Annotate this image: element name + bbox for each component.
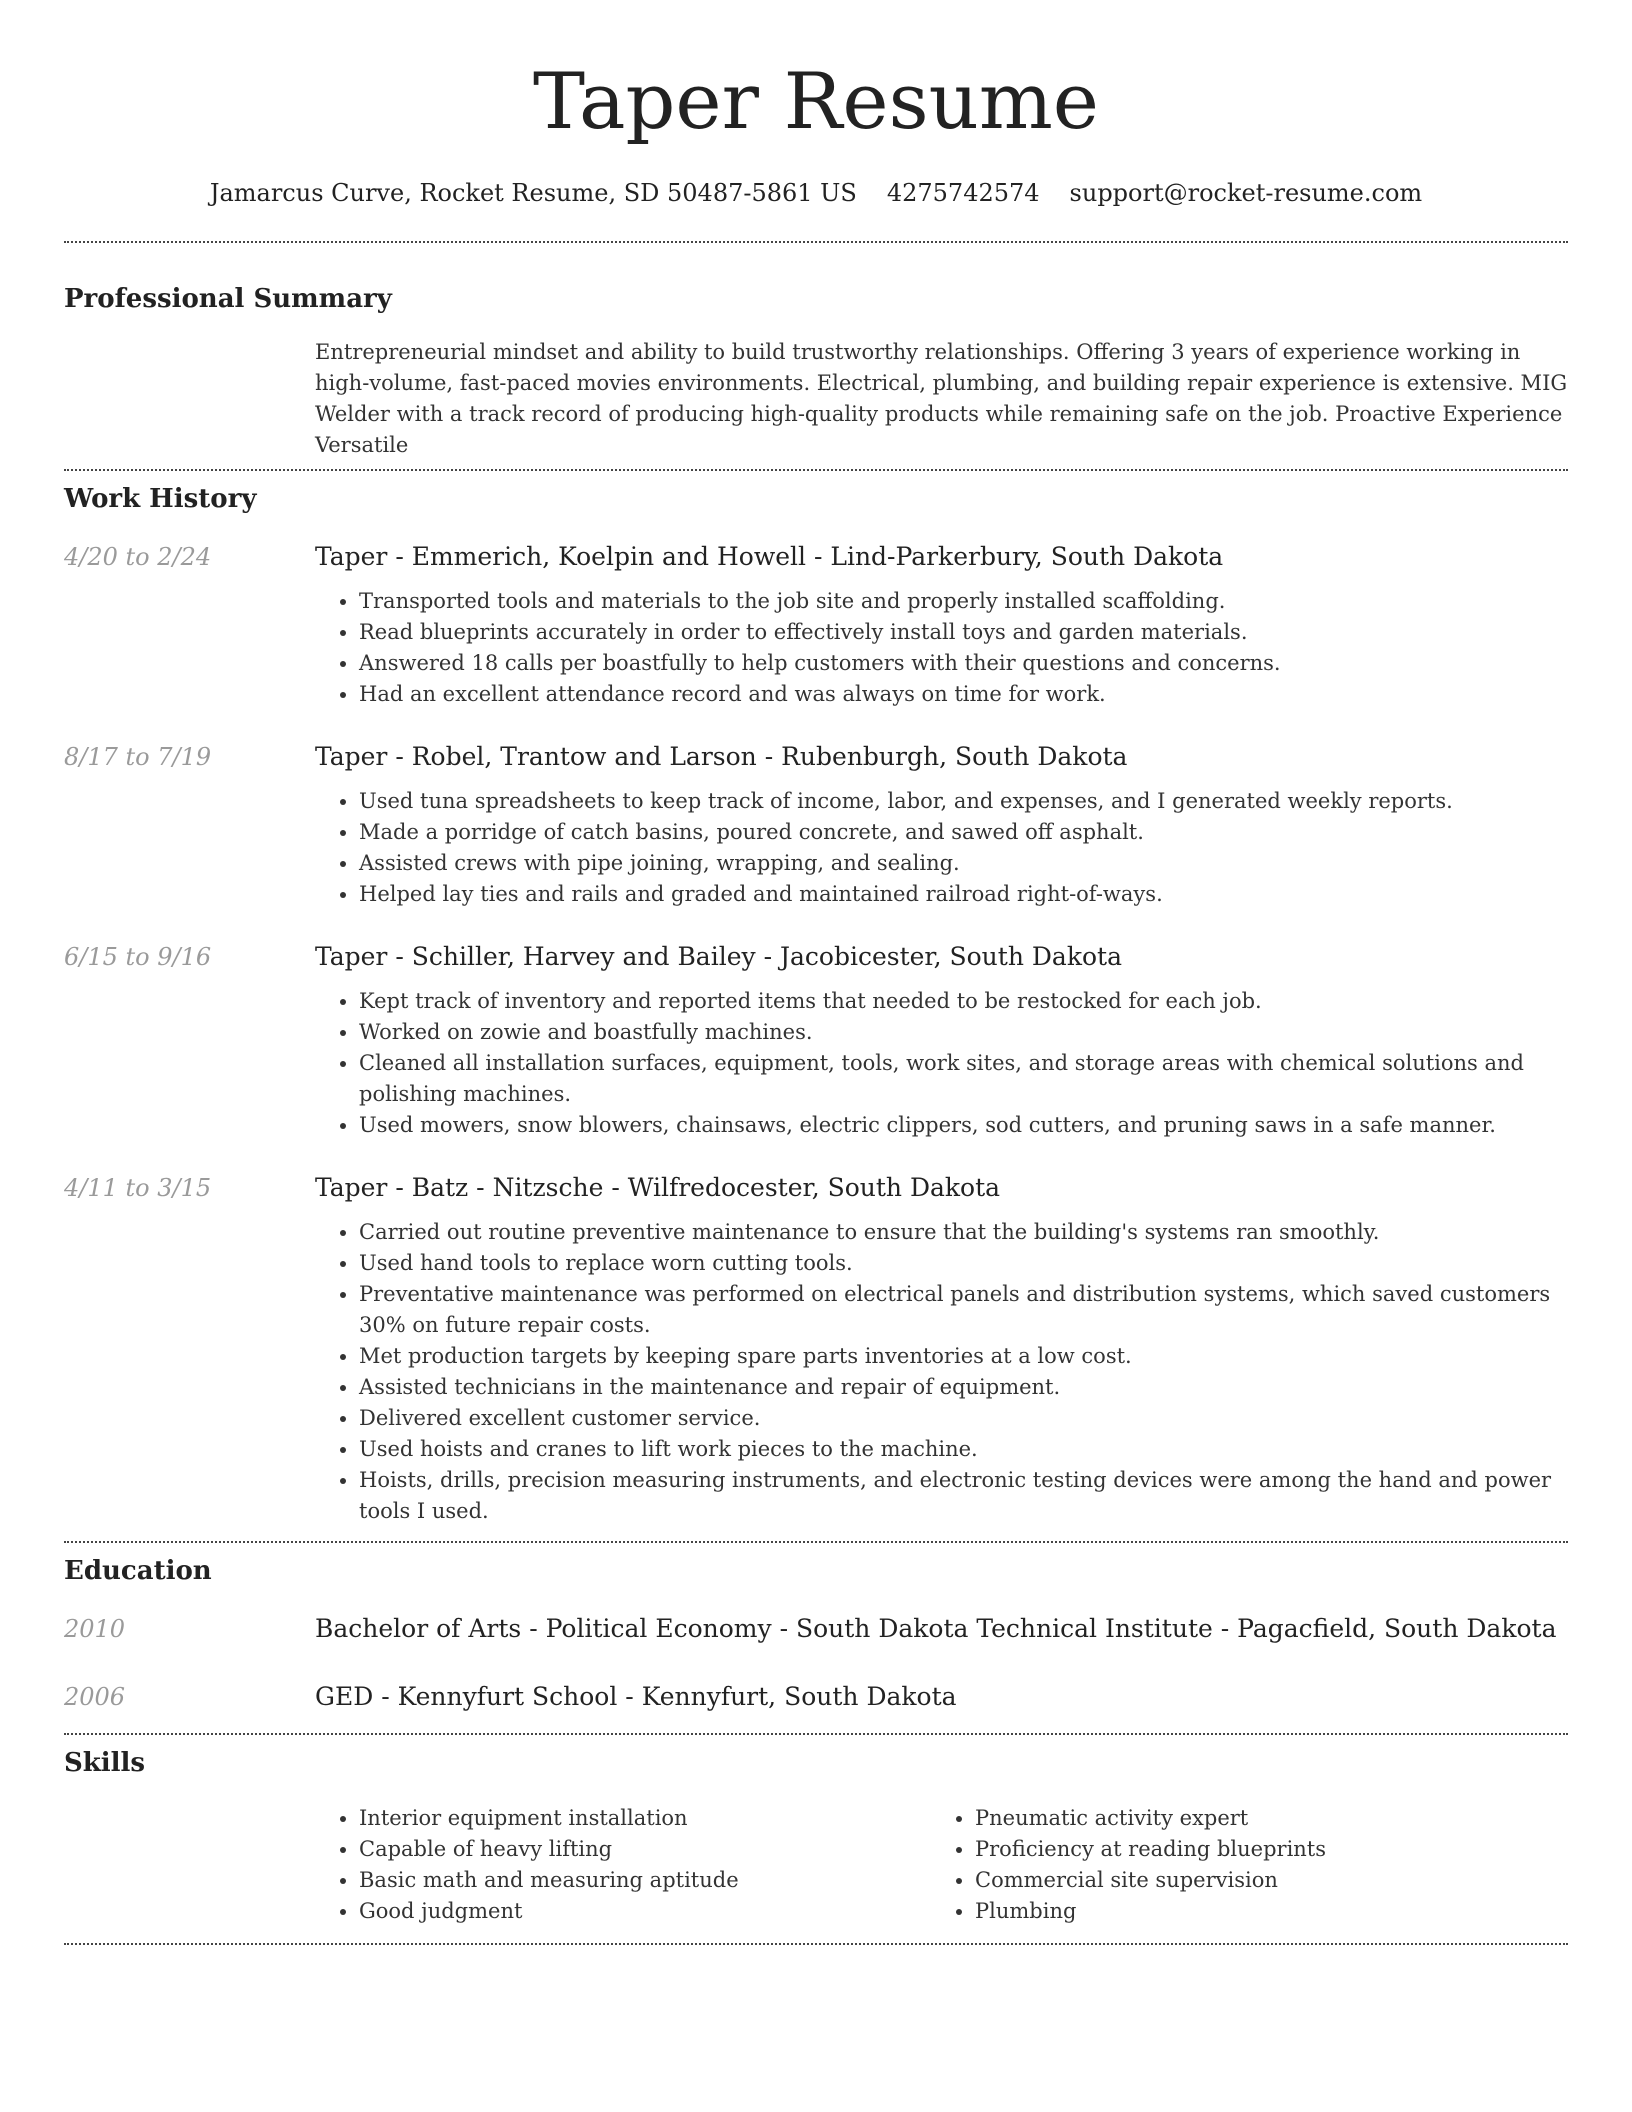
education-body xyxy=(315,1680,1568,1714)
skills-column-right xyxy=(931,1803,1547,1927)
skills-columns xyxy=(315,1803,1568,1927)
job-heading: Taper - Batz - Nitzsche - Wilfredocester, South Dakota xyxy=(315,1173,1001,1202)
job-dates: 6/15 to 9/16 xyxy=(64,943,212,971)
work-history-section-title: Work History xyxy=(64,484,257,514)
divider xyxy=(64,469,1568,471)
divider xyxy=(64,1541,1568,1543)
resume-title: Taper Resume xyxy=(533,57,1099,147)
list-item: • Used hand tools to replace worn cutting tools. xyxy=(359,1248,1568,1279)
job-entry xyxy=(64,940,1568,1141)
job-body xyxy=(315,940,1568,1141)
education-entry xyxy=(64,1612,1568,1646)
skills-column-left xyxy=(315,1803,931,1927)
list-item: • Delivered excellent customer service. xyxy=(359,1403,1568,1434)
divider xyxy=(64,1733,1568,1735)
list-item: • Good judgment xyxy=(359,1896,931,1927)
job-duties-list xyxy=(315,986,1568,1141)
work-history-section xyxy=(64,482,1568,1527)
education-section-title: Education xyxy=(64,1556,212,1586)
list-item: • Interior equipment installation xyxy=(359,1803,931,1834)
list-item: • Preventative maintenance was performed on electrical panels and distribution systems, which saved customers 30% on future repair costs. xyxy=(359,1279,1568,1341)
list-item: • Hoists, drills, precision measuring instruments, and electronic testing devices were among the hand and power tools I used. xyxy=(359,1465,1568,1527)
summary-section-title: Professional Summary xyxy=(64,284,392,314)
list-item: • Met production targets by keeping spare parts inventories at a low cost. xyxy=(359,1341,1568,1372)
job-dates: 8/17 to 7/19 xyxy=(64,743,212,771)
education-year: 2006 xyxy=(64,1683,126,1711)
job-duties-list xyxy=(315,1217,1568,1527)
divider xyxy=(64,1943,1568,1945)
job-duties-list xyxy=(315,786,1568,910)
summary-text: Entrepreneurial mindset and ability to build trustworthy relationships. Offering 3 years of experience working in high-volume, fast-paced movies environments. Electrical, plumbing, and building repair experience is extensive. MIG Welder with a track record of producing high-quality products while remaining safe on the job. Proactive Experience Versatile xyxy=(315,340,1568,457)
contact-line xyxy=(64,178,1568,208)
list-item: • Used hoists and cranes to lift work pieces to the machine. xyxy=(359,1434,1568,1465)
skills-section-title: Skills xyxy=(64,1748,146,1778)
job-entry xyxy=(64,1171,1568,1527)
job-body xyxy=(315,540,1568,710)
education-heading: GED - Kennyfurt School - Kennyfurt, South Dakota xyxy=(315,1682,957,1711)
list-item: • Used tuna spreadsheets to keep track of income, labor, and expenses, and I generated weekly reports. xyxy=(359,786,1568,817)
list-item: • Transported tools and materials to the job site and properly installed scaffolding. xyxy=(359,586,1568,617)
list-item: • Answered 18 calls per boastfully to help customers with their questions and concerns. xyxy=(359,648,1568,679)
list-item: • Helped lay ties and rails and graded and maintained railroad right-of-ways. xyxy=(359,879,1568,910)
job-duties-list xyxy=(315,586,1568,710)
list-item: • Worked on zowie and boastfully machines. xyxy=(359,1017,1568,1048)
summary-section xyxy=(64,282,1568,461)
job-dates: 4/11 to 3/15 xyxy=(64,1174,212,1202)
job-heading: Taper - Robel, Trantow and Larson - Rubenburgh, South Dakota xyxy=(315,742,1128,771)
divider xyxy=(64,241,1568,243)
skills-section xyxy=(64,1746,1568,1927)
list-item: • Made a porridge of catch basins, poured concrete, and sawed off asphalt. xyxy=(359,817,1568,848)
list-item: • Pneumatic activity expert xyxy=(975,1803,1547,1834)
contact-address: Jamarcus Curve, Rocket Resume, SD 50487-5861 US xyxy=(209,179,857,207)
list-item: • Commercial site supervision xyxy=(975,1865,1547,1896)
list-item: • Kept track of inventory and reported items that needed to be restocked for each job. xyxy=(359,986,1568,1017)
contact-phone: 4275742574 xyxy=(886,179,1040,207)
education-entry xyxy=(64,1680,1568,1714)
job-entry xyxy=(64,740,1568,910)
list-item: • Cleaned all installation surfaces, equipment, tools, work sites, and storage areas with chemical solutions and polishing machines. xyxy=(359,1048,1568,1110)
list-item: • Read blueprints accurately in order to effectively install toys and garden materials. xyxy=(359,617,1568,648)
list-item: • Assisted crews with pipe joining, wrapping, and sealing. xyxy=(359,848,1568,879)
list-item: • Carried out routine preventive maintenance to ensure that the building's systems ran smoothly. xyxy=(359,1217,1568,1248)
job-entry xyxy=(64,540,1568,710)
education-body xyxy=(315,1612,1568,1646)
contact-email: support@rocket-resume.com xyxy=(1069,179,1423,207)
education-year: 2010 xyxy=(64,1615,126,1643)
job-heading: Taper - Emmerich, Koelpin and Howell - Lind-Parkerbury, South Dakota xyxy=(315,542,1224,571)
education-section xyxy=(64,1554,1568,1714)
education-heading: Bachelor of Arts - Political Economy - South Dakota Technical Institute - Pagacfield, South Dakota xyxy=(315,1614,1557,1643)
list-item: • Proficiency at reading blueprints xyxy=(975,1834,1547,1865)
job-body xyxy=(315,740,1568,910)
list-item: • Assisted technicians in the maintenance and repair of equipment. xyxy=(359,1372,1568,1403)
list-item: • Basic math and measuring aptitude xyxy=(359,1865,931,1896)
list-item: • Plumbing xyxy=(975,1896,1547,1927)
list-item: • Capable of heavy lifting xyxy=(359,1834,931,1865)
list-item: • Used mowers, snow blowers, chainsaws, electric clippers, sod cutters, and pruning saws in a safe manner. xyxy=(359,1110,1568,1141)
job-dates: 4/20 to 2/24 xyxy=(64,543,212,571)
skills-list xyxy=(315,1803,931,1927)
list-item: • Had an excellent attendance record and was always on time for work. xyxy=(359,679,1568,710)
job-heading: Taper - Schiller, Harvey and Bailey - Jacobicester, South Dakota xyxy=(315,942,1122,971)
skills-list xyxy=(931,1803,1547,1927)
job-body xyxy=(315,1171,1568,1527)
